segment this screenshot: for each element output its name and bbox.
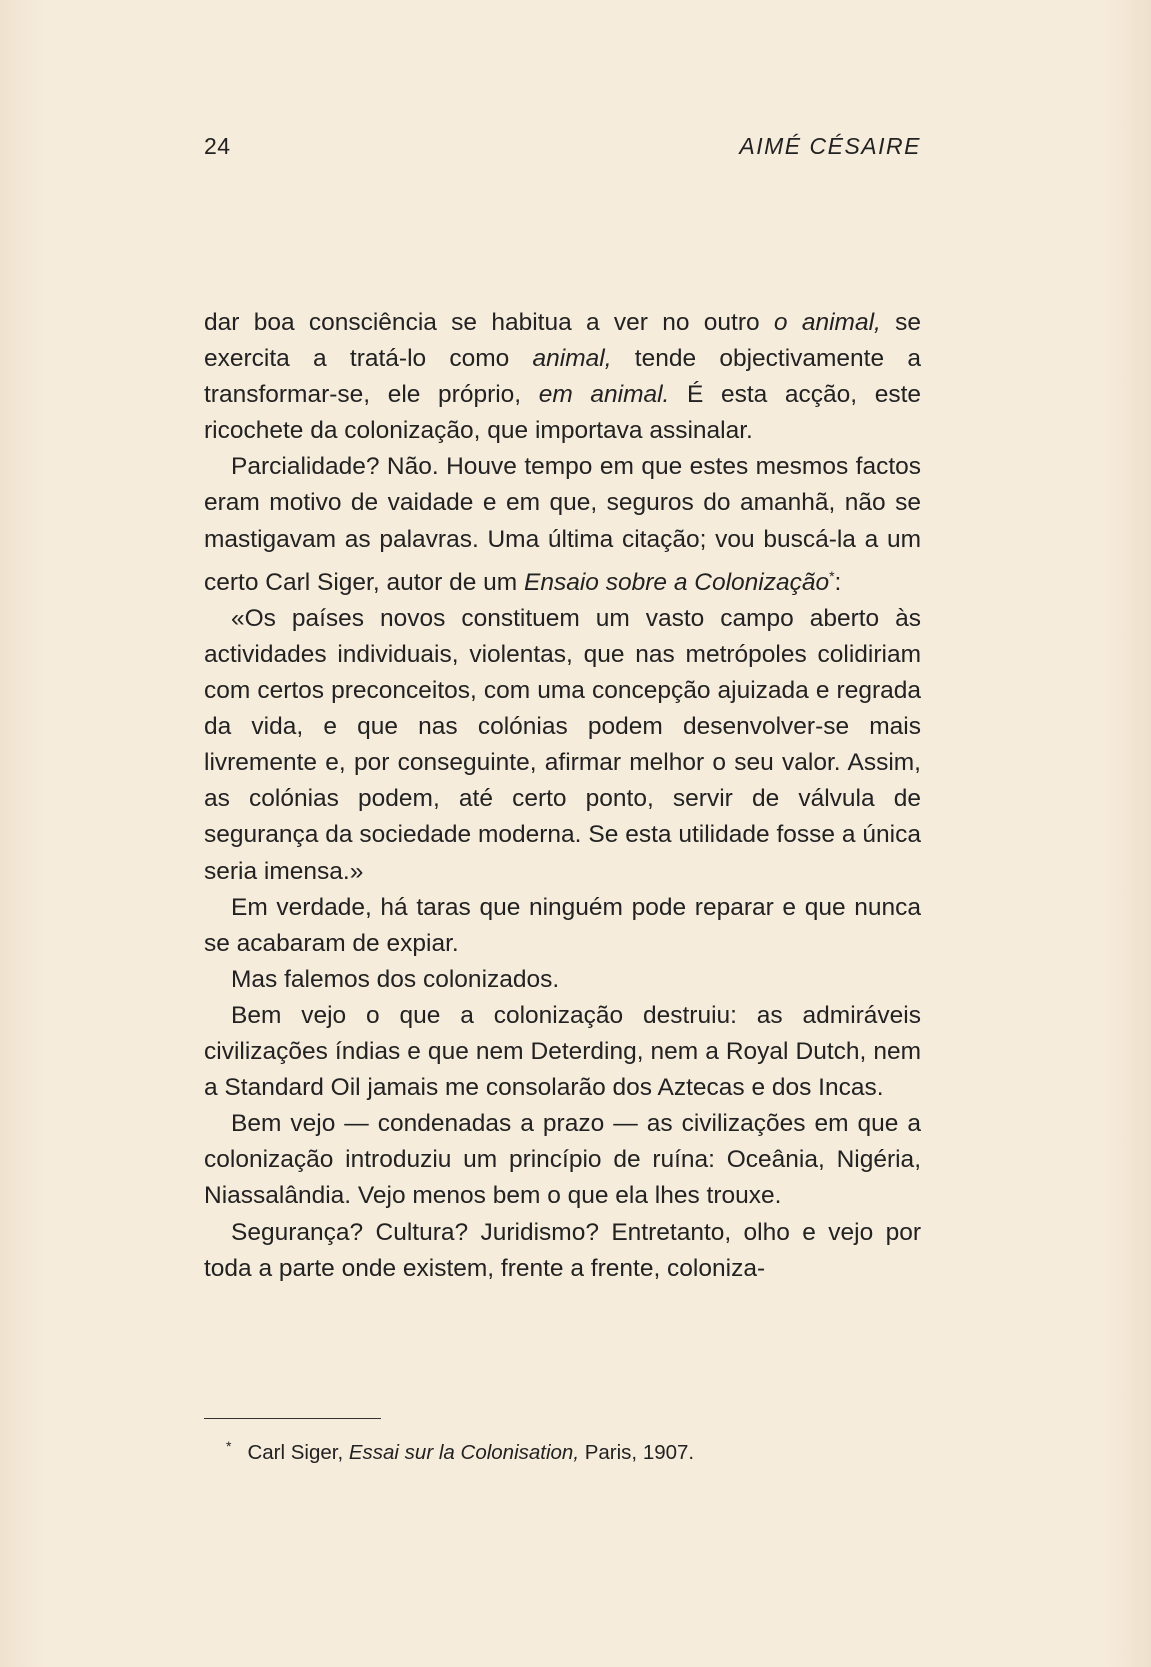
paragraph-5: Mas falemos dos colonizados. (231, 965, 560, 993)
footnote-italic: Essai sur la Colonisation, (348, 1440, 580, 1464)
italic-run: animal, (532, 345, 612, 373)
text-run: tende objectivamente a transformar-se, ele próprio, (204, 345, 921, 409)
main-text (204, 305, 921, 1287)
footnote-divider (204, 1418, 381, 1419)
italic-run: em animal. (538, 381, 670, 409)
italic-run: Ensaio sobre a Colonização (524, 568, 830, 596)
footnote-reference[interactable]: * (829, 567, 835, 584)
paragraph-2 (204, 449, 921, 601)
footnote (226, 1432, 694, 1467)
footnote-text: Paris, 1907. (579, 1440, 695, 1464)
paragraph-4: Em verdade, há taras que ninguém pode reparar e que nunca se acabaram de expiar. (204, 893, 921, 957)
running-header (204, 131, 921, 161)
footnote-text: Carl Siger, (247, 1440, 349, 1464)
paragraph-7: Bem vejo — condenadas a prazo — as civilizações em que a colonização introduziu um princípio de ruína: Oceânia, Nigéria, Niassalândia. Vejo menos bem o que ela lhes trouxe. (204, 1110, 921, 1210)
text-run: Parcialidade? Não. Houve tempo em que estes mesmos factos eram motivo de vaidade e em que, seguros do amanhã, não se mastigavam as palavras. Uma última citação; vou buscá-la a um certo Carl Siger, autor de um (204, 453, 921, 596)
running-title: AIMÉ CÉSAIRE (739, 132, 921, 159)
paragraph-1 (204, 305, 921, 449)
text-run: se exercita a tratá-lo como (204, 309, 921, 373)
text-run: É esta acção, este ricochete da colonização, que importava assinalar. (204, 381, 922, 445)
page-number: 24 (204, 132, 231, 159)
italic-run: o animal, (773, 309, 881, 336)
paragraph-8: Segurança? Cultura? Juridismo? Entretanto, olho e vejo por toda a parte onde existem, frente a frente, coloniza- (204, 1218, 921, 1282)
text-run: dar boa consciência se habitua a ver no outro (204, 309, 774, 336)
quotation-paragraph: «Os países novos constituem um vasto campo aberto às actividades individuais, violentas, que nas metrópoles colidiriam com certos preconceitos, com uma concepção ajuizada e regrada da vida, e que nas colónias podem desenvolver-se mais livremente e, por conseguinte, afirmar melhor o seu valor. Assim, as colónias podem, até certo ponto, servir de válvula de segurança da sociedade moderna. Se esta utilidade fosse a única seria imensa.» (204, 604, 921, 885)
footnote-mark: * (226, 1438, 232, 1454)
paragraph-6: Bem vejo o que a colonização destruiu: as admiráveis civilizações índias e que nem Deterding, nem a Royal Dutch, nem a Standard Oil jamais me consolarão dos Aztecas e dos Incas. (204, 1001, 921, 1102)
text-run: : (834, 568, 842, 596)
